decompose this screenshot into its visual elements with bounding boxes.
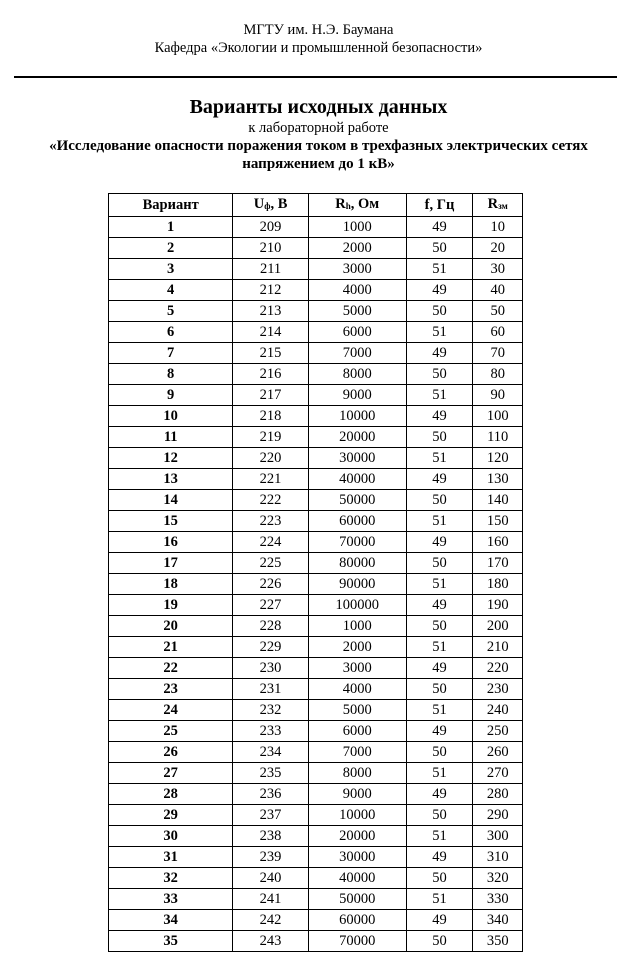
table-cell: 51	[406, 826, 473, 847]
table-cell: 18	[109, 574, 233, 595]
table-cell: 10000	[308, 805, 406, 826]
table-cell: 2000	[308, 637, 406, 658]
table-row	[109, 805, 523, 826]
table-cell: 243	[233, 931, 308, 952]
table-cell: 51	[406, 763, 473, 784]
table-cell: 51	[406, 700, 473, 721]
table-cell: 30	[473, 259, 523, 280]
table-cell: 49	[406, 595, 473, 616]
table-cell: 49	[406, 343, 473, 364]
table-cell: 232	[233, 700, 308, 721]
table-cell: 30000	[308, 847, 406, 868]
table-cell: 231	[233, 679, 308, 700]
table-cell: 8000	[308, 763, 406, 784]
table-cell: 20000	[308, 427, 406, 448]
table-cell: 214	[233, 322, 308, 343]
table-cell: 221	[233, 469, 308, 490]
table-cell: 60000	[308, 511, 406, 532]
table-cell: 1000	[308, 616, 406, 637]
table-cell: 50	[406, 553, 473, 574]
table-cell: 51	[406, 259, 473, 280]
column-header-main: R	[335, 196, 346, 212]
table-cell: 50000	[308, 889, 406, 910]
table-cell: 70000	[308, 532, 406, 553]
table-cell: 90000	[308, 574, 406, 595]
table-cell: 5000	[308, 700, 406, 721]
table-cell: 140	[473, 490, 523, 511]
table-cell: 30	[109, 826, 233, 847]
table-cell: 4	[109, 280, 233, 301]
table-cell: 1	[109, 217, 233, 238]
lab-topic: «Исследование опасности поражения током в трехфазных электрических сетях напряжением до 1 кВ»	[49, 138, 588, 172]
column-header	[473, 194, 523, 217]
table-row	[109, 637, 523, 658]
table-cell: 228	[233, 616, 308, 637]
table-cell: 17	[109, 553, 233, 574]
table-cell: 237	[233, 805, 308, 826]
table-cell: 6000	[308, 322, 406, 343]
column-header	[109, 194, 233, 217]
table-cell: 200	[473, 616, 523, 637]
table-row	[109, 931, 523, 952]
table-cell: 8000	[308, 364, 406, 385]
table-cell: 209	[233, 217, 308, 238]
table-cell: 60	[473, 322, 523, 343]
table-cell: 25	[109, 721, 233, 742]
table-cell: 40000	[308, 469, 406, 490]
table-cell: 20000	[308, 826, 406, 847]
column-header	[233, 194, 308, 217]
table-cell: 32	[109, 868, 233, 889]
table-row	[109, 448, 523, 469]
table-cell: 51	[406, 322, 473, 343]
table-cell: 150	[473, 511, 523, 532]
table-cell: 222	[233, 490, 308, 511]
table-cell: 70	[473, 343, 523, 364]
table-cell: 210	[473, 637, 523, 658]
table-cell: 50	[406, 868, 473, 889]
table-row	[109, 742, 523, 763]
column-header-main: f, Гц	[424, 197, 455, 213]
table-cell: 49	[406, 847, 473, 868]
column-header-main: Вариант	[142, 197, 199, 213]
table-cell: 34	[109, 910, 233, 931]
table-cell: 227	[233, 595, 308, 616]
column-header-sub: h	[345, 201, 351, 211]
table-cell: 218	[233, 406, 308, 427]
table-cell: 230	[473, 679, 523, 700]
table-row	[109, 826, 523, 847]
table-cell: 280	[473, 784, 523, 805]
table-cell: 51	[406, 637, 473, 658]
page-subtitle: к лабораторной работе	[248, 120, 389, 136]
table-row	[109, 364, 523, 385]
table-cell: 100	[473, 406, 523, 427]
table-cell: 220	[233, 448, 308, 469]
table-cell: 229	[233, 637, 308, 658]
table-cell: 235	[233, 763, 308, 784]
table-row	[109, 259, 523, 280]
table-cell: 190	[473, 595, 523, 616]
table-cell: 234	[233, 742, 308, 763]
table-row	[109, 679, 523, 700]
table-row	[109, 385, 523, 406]
table-cell: 223	[233, 511, 308, 532]
table-cell: 70000	[308, 931, 406, 952]
table-cell: 11	[109, 427, 233, 448]
table-cell: 5000	[308, 301, 406, 322]
table-cell: 21	[109, 637, 233, 658]
table-cell: 20	[473, 238, 523, 259]
table-row	[109, 784, 523, 805]
table-cell: 30000	[308, 448, 406, 469]
table-cell: 242	[233, 910, 308, 931]
table-cell: 7	[109, 343, 233, 364]
table-cell: 110	[473, 427, 523, 448]
table-cell: 50000	[308, 490, 406, 511]
table-cell: 6000	[308, 721, 406, 742]
table-row	[109, 511, 523, 532]
table-cell: 7000	[308, 742, 406, 763]
table-cell: 49	[406, 532, 473, 553]
table-cell: 290	[473, 805, 523, 826]
table-row	[109, 406, 523, 427]
table-cell: 40000	[308, 868, 406, 889]
table-cell: 2000	[308, 238, 406, 259]
table-cell: 8	[109, 364, 233, 385]
table-cell: 9000	[308, 385, 406, 406]
table-cell: 3000	[308, 658, 406, 679]
table-cell: 270	[473, 763, 523, 784]
variants-table	[108, 193, 523, 952]
table-row	[109, 658, 523, 679]
table-cell: 28	[109, 784, 233, 805]
table-cell: 6	[109, 322, 233, 343]
department-name: Кафедра «Экологии и промышленной безопасности»	[154, 40, 483, 56]
table-cell: 130	[473, 469, 523, 490]
table-cell: 2	[109, 238, 233, 259]
table-cell: 241	[233, 889, 308, 910]
table-cell: 49	[406, 217, 473, 238]
table-cell: 51	[406, 448, 473, 469]
column-header	[406, 194, 473, 217]
table-cell: 120	[473, 448, 523, 469]
table-cell: 9	[109, 385, 233, 406]
table-cell: 226	[233, 574, 308, 595]
table-cell: 49	[406, 910, 473, 931]
table-row	[109, 343, 523, 364]
table-cell: 90	[473, 385, 523, 406]
table-cell: 4000	[308, 280, 406, 301]
table-row	[109, 553, 523, 574]
table-row	[109, 763, 523, 784]
table-cell: 170	[473, 553, 523, 574]
table-cell: 212	[233, 280, 308, 301]
table-cell: 220	[473, 658, 523, 679]
table-cell: 49	[406, 658, 473, 679]
table-cell: 10	[473, 217, 523, 238]
column-header-main: R	[487, 196, 499, 212]
table-cell: 7000	[308, 343, 406, 364]
table-row	[109, 721, 523, 742]
table-cell: 5	[109, 301, 233, 322]
table-cell: 217	[233, 385, 308, 406]
table-cell: 26	[109, 742, 233, 763]
table-cell: 50	[406, 301, 473, 322]
table-cell: 19	[109, 595, 233, 616]
table-cell: 14	[109, 490, 233, 511]
table-cell: 51	[406, 889, 473, 910]
table-cell: 33	[109, 889, 233, 910]
table-row	[109, 700, 523, 721]
table-cell: 20	[109, 616, 233, 637]
table-cell: 340	[473, 910, 523, 931]
table-cell: 3	[109, 259, 233, 280]
column-header	[308, 194, 406, 217]
table-cell: 51	[406, 385, 473, 406]
table-row	[109, 616, 523, 637]
table-row	[109, 217, 523, 238]
table-cell: 211	[233, 259, 308, 280]
table-cell: 216	[233, 364, 308, 385]
header-divider	[14, 76, 617, 78]
table-cell: 310	[473, 847, 523, 868]
table-cell: 35	[109, 931, 233, 952]
table-cell: 23	[109, 679, 233, 700]
table-cell: 15	[109, 511, 233, 532]
table-cell: 225	[233, 553, 308, 574]
table-row	[109, 595, 523, 616]
table-cell: 80000	[308, 553, 406, 574]
table-cell: 9000	[308, 784, 406, 805]
table-row	[109, 532, 523, 553]
table-cell: 51	[406, 511, 473, 532]
table-cell: 236	[233, 784, 308, 805]
table-cell: 213	[233, 301, 308, 322]
table-row	[109, 889, 523, 910]
table-row	[109, 574, 523, 595]
table-cell: 260	[473, 742, 523, 763]
table-cell: 49	[406, 721, 473, 742]
table-cell: 330	[473, 889, 523, 910]
table-row	[109, 427, 523, 448]
table-cell: 300	[473, 826, 523, 847]
column-header-sub: зм	[498, 201, 508, 211]
table-cell: 12	[109, 448, 233, 469]
column-header-tail: , Ом	[350, 196, 380, 212]
table-cell: 49	[406, 280, 473, 301]
table-cell: 13	[109, 469, 233, 490]
table-cell: 1000	[308, 217, 406, 238]
table-cell: 219	[233, 427, 308, 448]
table-cell: 50	[406, 805, 473, 826]
table-cell: 40	[473, 280, 523, 301]
table-cell: 240	[473, 700, 523, 721]
table-row	[109, 868, 523, 889]
column-header-sub: ф	[264, 201, 271, 211]
table-cell: 250	[473, 721, 523, 742]
table-cell: 31	[109, 847, 233, 868]
table-cell: 3000	[308, 259, 406, 280]
table-row	[109, 280, 523, 301]
table-cell: 24	[109, 700, 233, 721]
table-cell: 230	[233, 658, 308, 679]
table-row	[109, 847, 523, 868]
table-cell: 50	[473, 301, 523, 322]
table-cell: 350	[473, 931, 523, 952]
table-cell: 16	[109, 532, 233, 553]
table-cell: 233	[233, 721, 308, 742]
table-cell: 51	[406, 574, 473, 595]
column-header-tail: , В	[270, 196, 288, 212]
table-cell: 320	[473, 868, 523, 889]
table-cell: 50	[406, 364, 473, 385]
table-cell: 27	[109, 763, 233, 784]
table-cell: 50	[406, 679, 473, 700]
table-cell: 10	[109, 406, 233, 427]
table-cell: 49	[406, 784, 473, 805]
table-header-row	[109, 194, 523, 217]
table-cell: 10000	[308, 406, 406, 427]
table-cell: 49	[406, 469, 473, 490]
table-cell: 210	[233, 238, 308, 259]
table-cell: 160	[473, 532, 523, 553]
table-cell: 50	[406, 742, 473, 763]
table-row	[109, 301, 523, 322]
table-cell: 22	[109, 658, 233, 679]
table-cell: 50	[406, 616, 473, 637]
column-header-main: U	[253, 196, 265, 212]
table-row	[109, 490, 523, 511]
table-row	[109, 469, 523, 490]
table-cell: 50	[406, 490, 473, 511]
table-cell: 50	[406, 238, 473, 259]
table-cell: 80	[473, 364, 523, 385]
table-cell: 238	[233, 826, 308, 847]
table-row	[109, 238, 523, 259]
table-cell: 60000	[308, 910, 406, 931]
table-cell: 215	[233, 343, 308, 364]
institution-name: МГТУ им. Н.Э. Баумана	[243, 22, 394, 38]
table-cell: 4000	[308, 679, 406, 700]
table-cell: 29	[109, 805, 233, 826]
table-cell: 100000	[308, 595, 406, 616]
page-title: Варианты исходных данных	[189, 96, 448, 118]
table-cell: 239	[233, 847, 308, 868]
table-cell: 240	[233, 868, 308, 889]
table-cell: 50	[406, 931, 473, 952]
table-row	[109, 910, 523, 931]
table-cell: 224	[233, 532, 308, 553]
table-cell: 50	[406, 427, 473, 448]
table-cell: 180	[473, 574, 523, 595]
table-cell: 49	[406, 406, 473, 427]
table-row	[109, 322, 523, 343]
